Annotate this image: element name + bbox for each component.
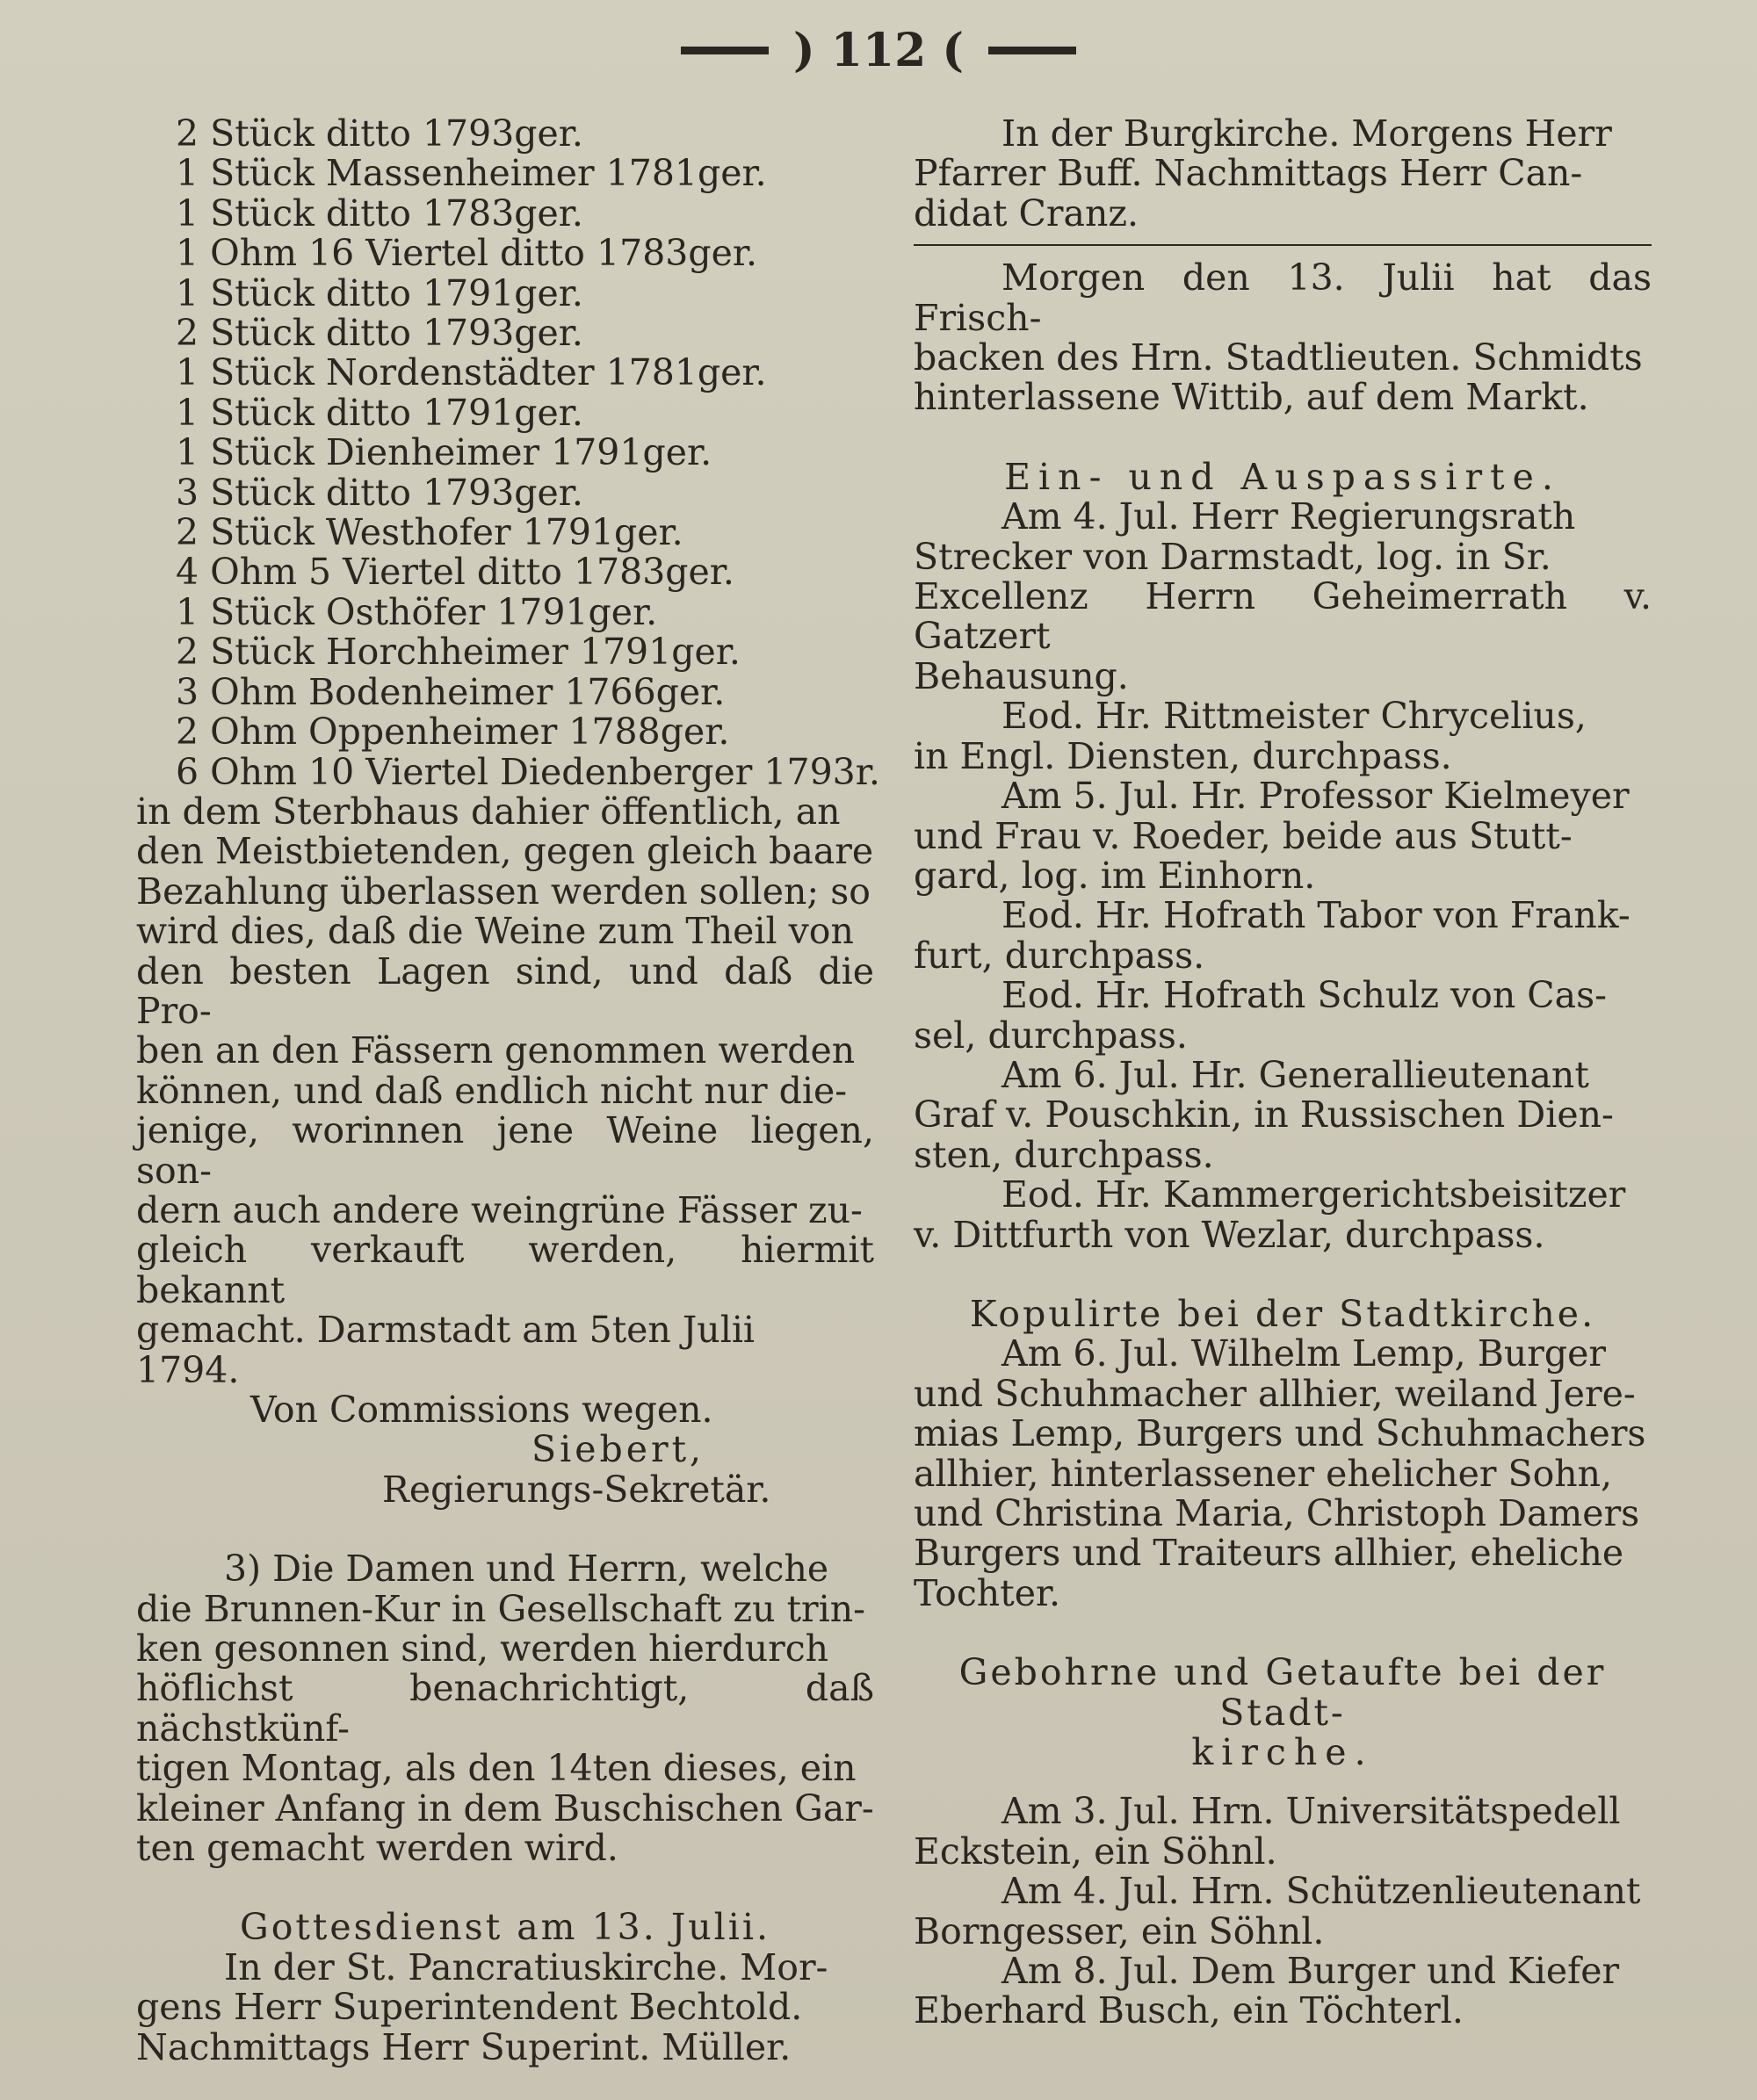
text-line: Am 6. Jul. Hr. Generallieutenant <box>1001 1053 1589 1096</box>
text-line: und Schuhmacher allhier, weiland Jere- <box>914 1372 1636 1415</box>
text-line: mias Lemp, Burgers und Schuhmachers <box>914 1412 1646 1455</box>
text-line: Am 8. Jul. Dem Burger und Kiefer <box>1001 1950 1620 1993</box>
text-line: Morgen den 13. Julii hat das Frisch- <box>914 256 1652 339</box>
section-divider <box>914 244 1652 246</box>
text-line: und Frau v. Roeder, beide aus Stutt- <box>914 814 1573 857</box>
text-line: Burgers und Traiteurs allhier, eheliche <box>914 1532 1624 1575</box>
wine-list-item: 1 Ohm 16 Viertel ditto 1783ger. <box>176 232 758 275</box>
text-line: Nachmittags Herr Superint. Müller. <box>136 2025 792 2068</box>
wine-list-item: 1 Stück Osthöfer 1791ger. <box>176 590 658 633</box>
text-line: den Meistbietenden, gegen gleich baare <box>136 830 874 873</box>
text-line: Graf v. Pouschkin, in Russischen Dien- <box>914 1093 1614 1137</box>
page-header <box>0 19 1757 81</box>
left-column <box>136 112 880 2068</box>
text-line: in dem Sterbhaus dahier öffentlich, an <box>136 790 841 833</box>
header-rule-right <box>988 47 1076 54</box>
wine-list-item: 2 Stück ditto 1793ger. <box>176 112 583 155</box>
text-line: In der Burgkirche. Morgens Herr <box>1001 112 1612 155</box>
text-line: Pfarrer Buff. Nachmittags Herr Can- <box>914 152 1583 195</box>
text-line: ten gemacht werden wird. <box>136 1827 618 1870</box>
service-heading: Gottesdienst am 13. Julii. <box>239 1906 771 1949</box>
wine-list-item: 1 Stück ditto 1791ger. <box>176 271 583 314</box>
wine-list-item: 1 Stück ditto 1791ger. <box>176 391 583 434</box>
text-line: in Engl. Diensten, durchpass. <box>914 734 1452 777</box>
burgkirche-notice <box>914 114 1652 234</box>
wine-list-item: 3 Ohm Bodenheimer 1766ger. <box>176 670 726 713</box>
text-line: Am 3. Jul. Hrn. Universitätspedell <box>1001 1790 1621 1833</box>
text-line: jenige, worinnen jene Weine liegen, son- <box>136 1109 874 1192</box>
text-line: ken gesonnen sind, werden hierdurch <box>136 1627 829 1671</box>
text-line: Am 5. Jul. Hr. Professor Kielmeyer <box>1001 775 1630 818</box>
text-line: dern auch andere weingrüne Fässer zu- <box>136 1188 863 1231</box>
bakery-notice <box>914 258 1652 418</box>
text-line: Excellenz Herrn Geheimerrath v. Gatzert <box>914 575 1652 658</box>
text-line: backen des Hrn. Stadtlieuten. Schmidts <box>914 336 1643 379</box>
wine-list-item: 1 Stück Nordenstädter 1781ger. <box>176 351 767 394</box>
wine-list-item: 3 Stück ditto 1793ger. <box>176 471 583 514</box>
text-line: wird dies, daß die Weine zum Theil von <box>136 910 854 953</box>
text-line: gemacht. Darmstadt am 5ten Julii <box>136 1309 756 1352</box>
wine-list-item: 2 Stück Westhofer 1791ger. <box>176 511 683 554</box>
auction-notice <box>136 792 874 1390</box>
header-rule-left <box>681 47 769 54</box>
text-line: In der St. Pancratiuskirche. Mor- <box>224 1945 828 1988</box>
text-line: Am 4. Jul. Herr Regierungsrath <box>1001 495 1576 538</box>
wine-list-item: 1 Stück Dienheimer 1791ger. <box>176 431 712 474</box>
wine-list-item: 2 Ohm Oppenheimer 1788ger. <box>176 711 730 754</box>
text-line: gens Herr Superintendent Bechtold. <box>136 1986 803 2029</box>
text-line: können, und daß endlich nicht nur die- <box>136 1069 848 1112</box>
text-line: sten, durchpass. <box>914 1133 1214 1176</box>
text-line: 3) Die Damen und Herrn, welche <box>224 1548 829 1591</box>
text-line: sel, durchpass. <box>914 1014 1188 1057</box>
signature-block <box>136 1390 874 1510</box>
text-line: die Brunnen-Kur in Gesellschaft zu trin- <box>136 1587 866 1630</box>
text-line: Borngesser, ein Söhnl. <box>914 1909 1325 1952</box>
text-line: 1794. <box>136 1348 240 1391</box>
married-heading: Kopulirte bei der Stadtkirche. <box>969 1292 1596 1335</box>
text-line: Eod. Hr. Hofrath Schulz von Cas- <box>1001 974 1608 1017</box>
signature-line: Von Commissions wegen. <box>250 1389 713 1431</box>
wine-list-item: 6 Ohm 10 Viertel Diedenberger 1793r. <box>176 750 880 793</box>
text-line: Eod. Hr. Hofrath Tabor von Frank- <box>1001 894 1630 937</box>
wine-list <box>136 112 880 793</box>
text-line: Behausung. <box>914 654 1129 697</box>
text-line: Tochter. <box>914 1571 1061 1614</box>
wine-list-item: 4 Ohm 5 Viertel ditto 1783ger. <box>176 551 734 594</box>
service-notice <box>136 1945 874 2068</box>
text-line: Eod. Hr. Kammergerichtsbeisitzer <box>1001 1173 1626 1216</box>
spa-notice <box>136 1549 874 1868</box>
text-line: Am 4. Jul. Hrn. Schützenlieutenant <box>1001 1870 1641 1913</box>
text-line: furt, durchpass. <box>914 934 1205 977</box>
wine-list-item: 2 Stück ditto 1793ger. <box>176 312 583 355</box>
births-list <box>914 1792 1652 2031</box>
text-line: didat Cranz. <box>914 191 1139 235</box>
travellers-list <box>914 497 1652 1255</box>
text-line: Eberhard Busch, ein Töchterl. <box>914 1989 1464 2032</box>
wine-list-item: 1 Stück Massenheimer 1781ger. <box>176 152 767 195</box>
births-heading: Gebohrne und Getaufte bei der Stadt- <box>958 1651 1607 1734</box>
signature-name: Siebert, <box>531 1428 705 1471</box>
text-line: Bezahlung überlassen werden sollen; so <box>136 870 871 913</box>
text-line: tigen Montag, als den 14ten dieses, ein <box>136 1747 857 1790</box>
text-line: und Christina Maria, Christoph Damers <box>914 1492 1640 1534</box>
text-line: Am 6. Jul. Wilhelm Lemp, Burger <box>1001 1332 1606 1375</box>
text-line: allhier, hinterlassener ehelicher Sohn, <box>914 1452 1613 1495</box>
text-line: Eckstein, ein Söhnl. <box>914 1829 1277 1873</box>
travellers-heading: Ein- und Auspassirte. <box>1004 455 1561 498</box>
text-line: ben an den Fässern genommen werden <box>136 1029 856 1072</box>
text-line: gleich verkauft werden, hiermit bekannt <box>136 1229 874 1311</box>
wine-list-item: 1 Stück ditto 1783ger. <box>176 191 583 235</box>
text-line: höflichst benachrichtigt, daß nächstkünf- <box>136 1667 874 1750</box>
births-heading-cont: kirche. <box>1191 1731 1374 1774</box>
text-line: den besten Lagen sind, und daß die Pro- <box>136 949 874 1032</box>
signature-title: Regierungs-Sekretär. <box>382 1468 771 1511</box>
text-line: Eod. Hr. Rittmeister Chrycelius, <box>1001 695 1587 738</box>
married-list <box>914 1334 1652 1613</box>
text-line: gard, log. im Einhorn. <box>914 854 1316 897</box>
right-column <box>914 114 1652 2031</box>
page-number: ) 112 ( <box>793 23 964 77</box>
text-line: v. Dittfurth von Wezlar, durchpass. <box>914 1213 1545 1256</box>
text-line: Strecker von Darmstadt, log. in Sr. <box>914 535 1551 578</box>
text-line: kleiner Anfang in dem Buschischen Gar- <box>136 1786 874 1829</box>
wine-list-item: 2 Stück Horchheimer 1791ger. <box>176 631 741 674</box>
text-line: hinterlassene Wittib, auf dem Markt. <box>914 376 1589 419</box>
